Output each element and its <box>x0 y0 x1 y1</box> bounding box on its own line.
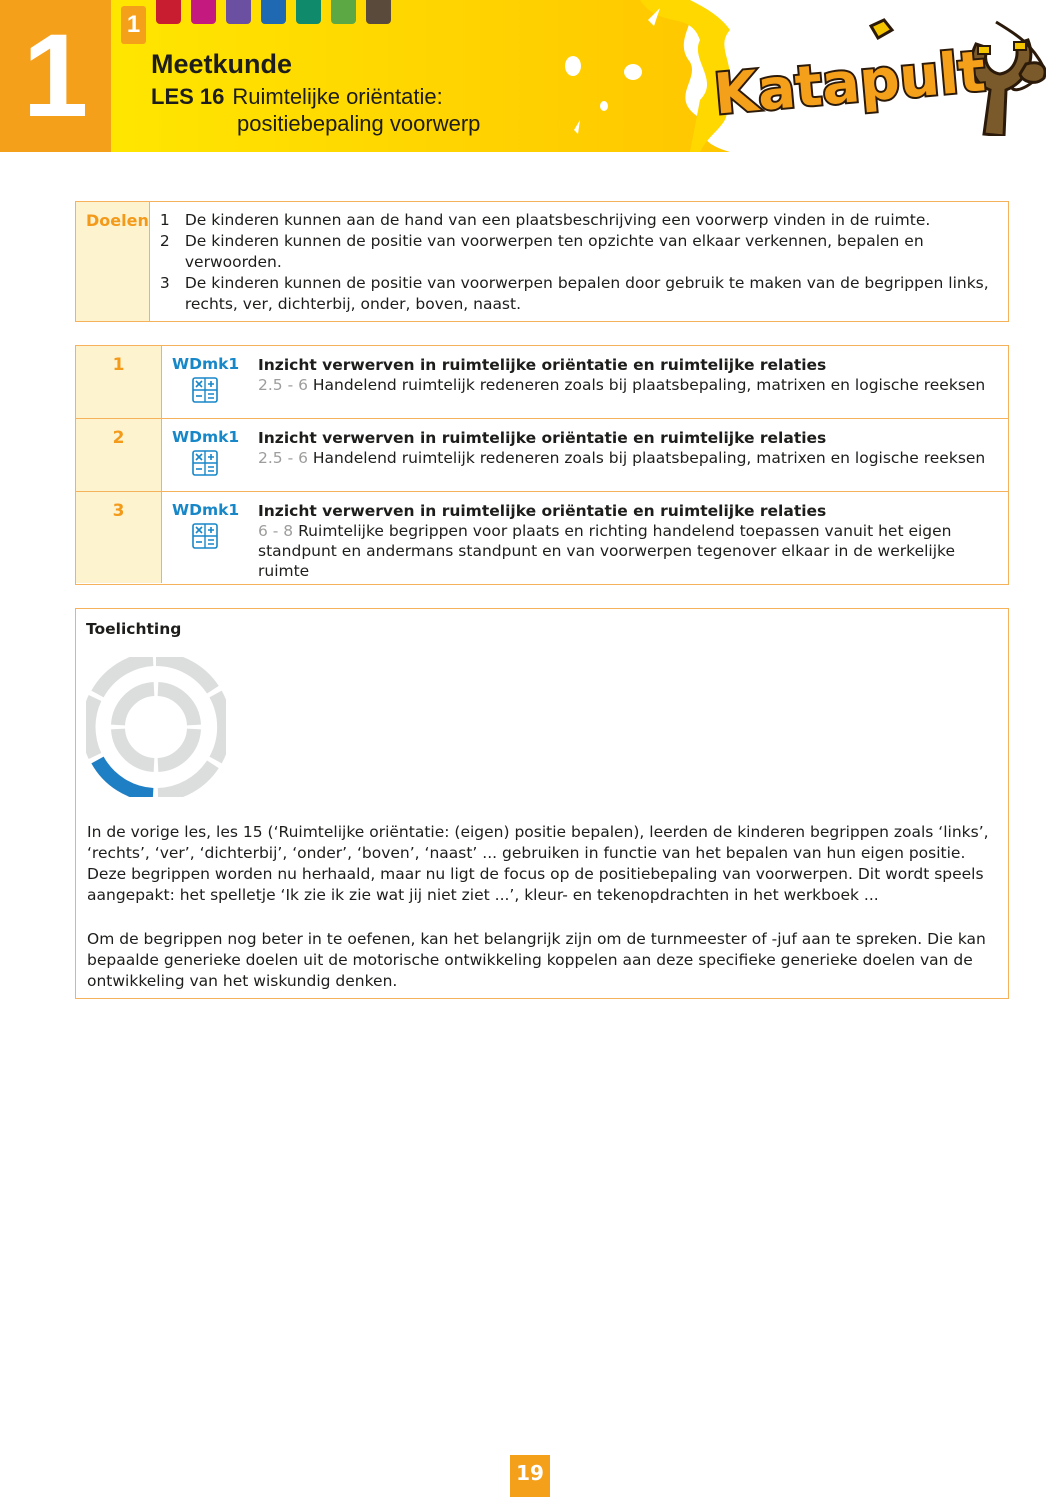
donut-inner-segment <box>158 689 194 725</box>
color-tab <box>296 0 321 24</box>
domain-color-tabs <box>156 0 391 25</box>
doelen-item-text: De kinderen kunnen de positie van voorwerpen ten opzichte van elkaar verkennen, bepalen en verwoorden. <box>184 232 924 271</box>
donut-inner-segment <box>118 689 154 725</box>
toelichting-box <box>75 608 1009 999</box>
color-tab <box>191 0 216 24</box>
donut-inner-segment <box>158 729 194 765</box>
subject-title: Meetkunde <box>151 49 293 79</box>
doelen-label: Doelen <box>76 202 150 321</box>
lesson-title-line2: positiebepaling voorwerp <box>237 111 481 136</box>
page-header <box>0 0 1059 152</box>
calculator-icon <box>192 523 218 549</box>
donut-outer-segment <box>216 694 225 760</box>
lesson-title-line1: Ruimtelijke oriëntatie: <box>232 84 443 109</box>
doelen-item-number: 3 <box>159 274 170 292</box>
goal-text <box>254 419 997 491</box>
doelen-item <box>160 231 996 273</box>
toelichting-paragraph: Om de begrippen nog beter in te oefenen, kan het belangrijk zijn om de turnmeester of -juf aan te spreken. Die kan bepaalde generieke doelen uit de motorische ontwikkeling koppelen aan deze specifieke generieke doelen van de ontwikkeling van het wiskundig denken. <box>87 930 986 990</box>
calculator-icon <box>192 377 218 403</box>
doelen-item-number: 2 <box>159 232 170 250</box>
goal-row <box>76 492 1008 583</box>
lesson-heading <box>151 84 443 110</box>
doelen-item-number: 1 <box>159 211 170 229</box>
donut-inner-segment <box>118 729 154 765</box>
toelichting-paragraph: In de vorige les, les 15 (‘Ruimtelijke oriëntatie: (eigen) positie bepalen), leerden de kinderen begrippen zoals ‘links’, ‘rechts’, ‘ver’, ‘dichterbij’, ‘onder’, ‘boven’, ‘naast’ ... gebruiken in functie van het bepalen van hun eigen positie. Deze begrippen worden nu herhaald, maar nu ligt de focus op de positiebepaling van voorwerpen. Dit wordt speels aangepakt: het spelletje ‘Ik zie ik zie wat jij niet ziet ...’, kleur- en tekenopdrachten in het werkboek ... <box>87 823 989 904</box>
doelen-list <box>150 202 1008 321</box>
goal-description: Handelend ruimtelijk redeneren zoals bij plaatsbepaling, matrixen en logische reeksen <box>312 449 986 467</box>
doelen-item-text: De kinderen kunnen de positie van voorwerpen bepalen door gebruik te maken van de begrippen links, rechts, ver, dichterbij, onder, boven, naast. <box>184 274 989 313</box>
logo-text: Katapult <box>711 39 988 128</box>
goal-description: Handelend ruimtelijk redeneren zoals bij plaatsbepaling, matrixen en logische reeksen <box>312 376 986 394</box>
goal-row <box>76 419 1008 492</box>
goal-range: 2.5 - 6 <box>258 449 308 467</box>
goal-description: Ruimtelijke begrippen voor plaats en richting handelend toepassen vanuit het eigen standpunt en andermans standpunt en van voorwerpen tegenover elkaar in de werkelijke ruimte <box>258 522 955 580</box>
goal-title: Inzicht verwerven in ruimtelijke oriëntatie en ruimtelijke relaties <box>258 502 827 520</box>
goals-table <box>75 345 1009 585</box>
goal-number: 3 <box>76 492 162 583</box>
goal-number: 2 <box>76 419 162 491</box>
lesson-number: LES 16 <box>151 84 225 109</box>
toelichting-title: Toelichting <box>86 620 182 638</box>
doelen-box <box>75 201 1009 322</box>
calculator-icon <box>192 450 218 476</box>
katapult-logo <box>706 16 1046 136</box>
goal-range: 2.5 - 6 <box>258 376 308 394</box>
goal-title: Inzicht verwerven in ruimtelijke oriëntatie en ruimtelijke relaties <box>258 429 827 447</box>
color-tab <box>156 0 181 24</box>
color-tab <box>261 0 286 24</box>
goal-code-cell <box>162 346 254 418</box>
domain-donut-diagram <box>86 657 226 797</box>
goal-text <box>254 346 997 418</box>
goal-range: 6 - 8 <box>258 522 294 540</box>
chapter-tab: 1 <box>121 6 146 44</box>
chapter-number: 1 <box>0 0 111 152</box>
page-number: 19 <box>510 1455 550 1497</box>
goal-row <box>76 346 1008 419</box>
color-tab <box>226 0 251 24</box>
goal-code: WDmk1 <box>172 355 240 373</box>
goal-text <box>254 492 1008 583</box>
goal-code-cell <box>162 492 254 583</box>
goal-code: WDmk1 <box>172 428 240 446</box>
goal-title: Inzicht verwerven in ruimtelijke oriëntatie en ruimtelijke relaties <box>258 356 827 374</box>
color-tab <box>331 0 356 24</box>
color-tab <box>366 0 391 24</box>
goal-code-cell <box>162 419 254 491</box>
goal-number: 1 <box>76 346 162 418</box>
donut-outer-segment <box>89 698 95 756</box>
doelen-item-text: De kinderen kunnen aan de hand van een plaatsbeschrijving een voorwerp vinden in de ruimte. <box>184 211 931 229</box>
doelen-item <box>160 210 996 231</box>
goal-code: WDmk1 <box>172 501 240 519</box>
doelen-item <box>160 273 996 315</box>
